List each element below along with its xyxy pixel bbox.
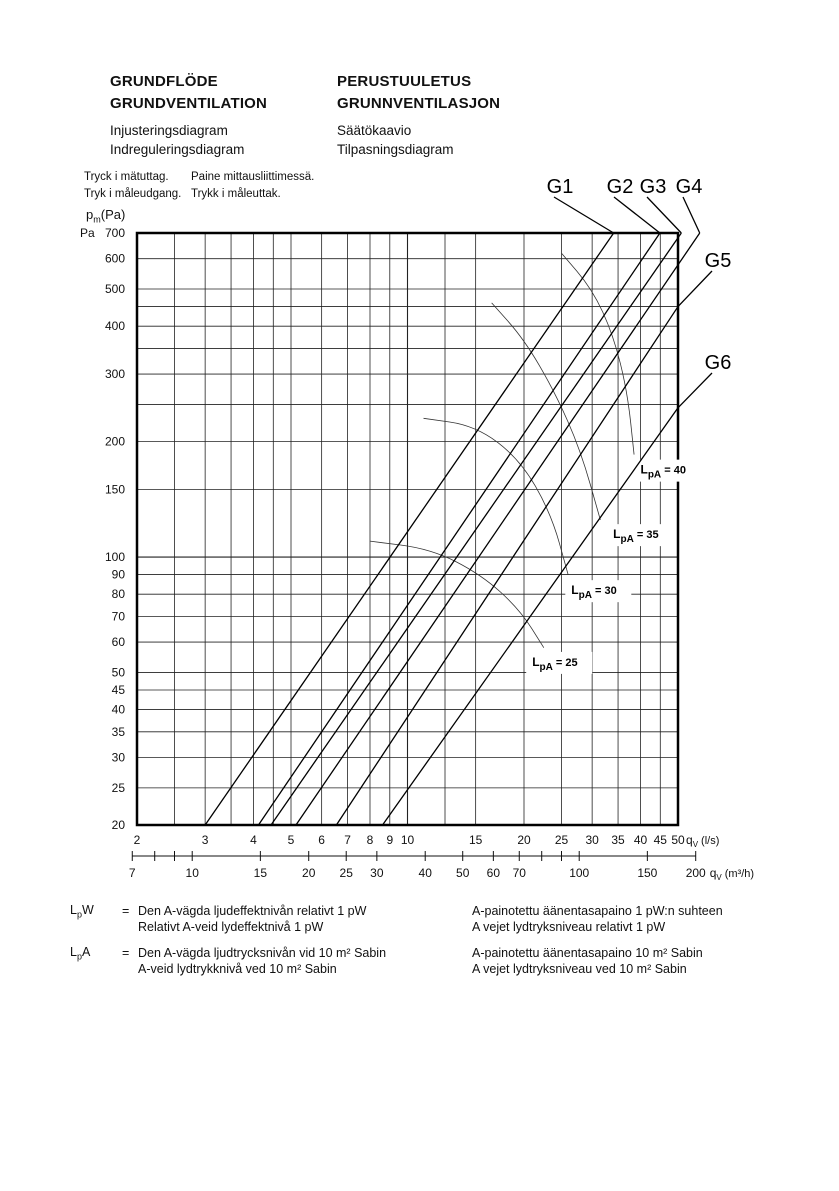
x2-tick-label: 200 — [685, 866, 706, 880]
x2-tick-label: 7 — [128, 866, 136, 880]
x-axis-label-sub: V — [692, 840, 699, 849]
x2-tick-label: 10 — [185, 866, 199, 880]
x2-tick-label: 60 — [486, 866, 501, 880]
series-leader-g1 — [554, 197, 614, 233]
series-label-g1: G1 — [546, 176, 574, 198]
pressure-label-da: Tryk i måleudgang. — [84, 188, 182, 200]
y-tick-label: 90 — [111, 567, 125, 582]
x-tick-label: 6 — [318, 833, 325, 847]
y-tick-label: 60 — [111, 635, 125, 650]
chart-grid — [137, 233, 678, 825]
series-label-g2: G2 — [606, 176, 634, 198]
x-tick-label: 8 — [366, 833, 374, 847]
x2-axis-label-sub: V — [716, 873, 722, 882]
y-tick-label: 25 — [111, 780, 125, 795]
lpa-curve — [492, 303, 601, 520]
x2-tick-label: 20 — [302, 866, 316, 880]
y-axis-unit: Pa — [80, 226, 95, 240]
x-tick-label: 45 — [653, 833, 667, 847]
title-fi-1: PERUSTUULETUS — [337, 73, 472, 90]
y-tick-label: 45 — [111, 682, 125, 697]
series-label-g3: G3 — [639, 176, 667, 198]
legend-lpa-sv: Den A-vägda ljudtrycksnivån vid 10 m² Sabin — [138, 946, 387, 960]
x-tick-label: 7 — [344, 833, 351, 847]
legend-lpa-fi: A-painotettu äänentasapaino 10 m² Sabin — [472, 946, 703, 960]
pressure-label-no: Trykk i måleuttak. — [191, 188, 281, 200]
y-tick-label: 35 — [111, 724, 125, 739]
lpa-label-main: L — [640, 462, 648, 477]
series-label-g6: G6 — [704, 352, 732, 374]
y-tick-label: 300 — [104, 367, 125, 382]
x-tick-label: 3 — [201, 833, 209, 847]
x2-tick-label: 50 — [456, 866, 470, 880]
x2-tick-label: 40 — [418, 866, 432, 880]
x-tick-label: 2 — [133, 833, 141, 847]
y-tick-label: 150 — [104, 482, 125, 497]
y-tick-label: 600 — [104, 251, 125, 266]
x2-tick-label: 150 — [637, 866, 658, 880]
legend-lpa-no: A-veid lydtrykknivå ved 10 m² Sabin — [138, 962, 337, 976]
x2-tick-label: 70 — [512, 866, 526, 880]
y-tick-label: 20 — [111, 818, 125, 832]
lpa-label-eq: = 40 — [661, 464, 686, 477]
series-line-g5 — [336, 307, 678, 825]
y-tick-label: 30 — [111, 750, 125, 765]
x2-tick-label: 100 — [569, 866, 590, 880]
legend-lpw-symbol: $L_pW$ — [70, 903, 94, 920]
x-tick-label: 30 — [585, 833, 599, 847]
series-line-g2 — [258, 233, 662, 825]
x-axis-label: $q_V$ (l/s) — [686, 833, 720, 849]
x2-tick-label: 30 — [370, 866, 384, 880]
y-tick-label: 80 — [111, 587, 125, 602]
y-tick-label: 400 — [104, 319, 125, 334]
subtitle-fi-2: Tilpasningsdiagram — [337, 142, 454, 157]
x-tick-label: 15 — [468, 833, 483, 847]
y-tick-label: 50 — [111, 665, 125, 680]
legend-lpw-no: Relativt A-veid lydeffektnivå 1 pW — [138, 920, 324, 934]
y-tick-label: 200 — [104, 434, 125, 449]
series-leader-g5 — [678, 271, 712, 307]
lpa-label-eq: = 35 — [633, 529, 659, 542]
series-line-g1 — [205, 233, 614, 825]
lpa-label-sub: pA — [647, 469, 662, 481]
lpa-label-eq: = 30 — [591, 585, 617, 598]
x2-tick-label: 25 — [339, 866, 353, 880]
lpa-label-main: L — [613, 527, 621, 542]
legend-lpa-symbol: $L_pA$ — [70, 945, 91, 962]
x-tick-label: 9 — [386, 833, 394, 847]
legend-lpw-eq: = — [122, 904, 130, 918]
x-tick-label: 25 — [554, 833, 569, 847]
x-tick-label: 5 — [287, 833, 295, 847]
x-tick-label: 40 — [633, 833, 648, 847]
subtitle-fi-1: Säätökaavio — [337, 123, 412, 138]
x-tick-label: 10 — [400, 833, 415, 847]
legend-lpa-da: A vejet lydtryksniveau ved 10 m² Sabin — [472, 962, 687, 976]
legend-lpa-eq: = — [122, 946, 130, 960]
subtitle-sv-2: Indreguleringsdiagram — [110, 142, 245, 157]
y-axis-symbol: $p_m(Pa)$ — [86, 207, 126, 225]
lpa-label-sub: pA — [620, 534, 634, 546]
x-tick-label: 35 — [611, 833, 625, 847]
series-leader-g6 — [678, 373, 712, 408]
y-tick-label: 700 — [104, 226, 125, 240]
legend-lpw-da: A vejet lydtryksniveau relativt 1 pW — [472, 920, 666, 934]
lpa-label-sub: pA — [578, 590, 592, 602]
title-sv-2: GRUNDVENTILATION — [110, 95, 268, 112]
series-label-g4: G4 — [675, 176, 703, 198]
series-leader-g4 — [683, 197, 700, 233]
title-sv-1: GRUNDFLÖDE — [110, 73, 218, 90]
y-tick-label: 100 — [104, 550, 125, 565]
x2-tick-label: 15 — [253, 866, 268, 880]
x-axis-label-unit: (l/s) — [701, 835, 720, 847]
pressure-label-sv: Tryck i mätuttag. — [84, 171, 169, 183]
lpa-label-sub: pA — [539, 661, 553, 673]
lpa-label-eq: = 25 — [552, 656, 578, 669]
x-tick-label: 50 — [671, 833, 685, 847]
title-fi-2: GRUNNVENTILASJON — [337, 95, 501, 112]
lpa-label-main: L — [571, 583, 579, 598]
legend-lpw-fi: A-painotettu äänentasapaino 1 pW:n suhteen — [472, 904, 723, 918]
x-tick-label: 20 — [517, 833, 531, 847]
lpa-label-main: L — [532, 654, 540, 669]
pressure-label-fi: Paine mittausliittimessä. — [191, 171, 315, 183]
subtitle-sv-1: Injusteringsdiagram — [110, 123, 228, 138]
chart-labels — [105, 226, 754, 882]
duct-lines — [205, 176, 731, 825]
series-label-g5: G5 — [704, 250, 732, 272]
legend-lpw-sv: Den A-vägda ljudeffektnivån relativt 1 pW — [138, 904, 367, 918]
x2-axis-label: $q_V$ (m³/h) — [709, 866, 755, 882]
y-tick-label: 40 — [111, 702, 125, 717]
x-tick-label: 4 — [250, 833, 257, 847]
y-tick-label: 70 — [111, 609, 125, 624]
y-tick-label: 500 — [104, 282, 125, 297]
x2-axis-label-unit: (m³/h) — [724, 868, 755, 880]
